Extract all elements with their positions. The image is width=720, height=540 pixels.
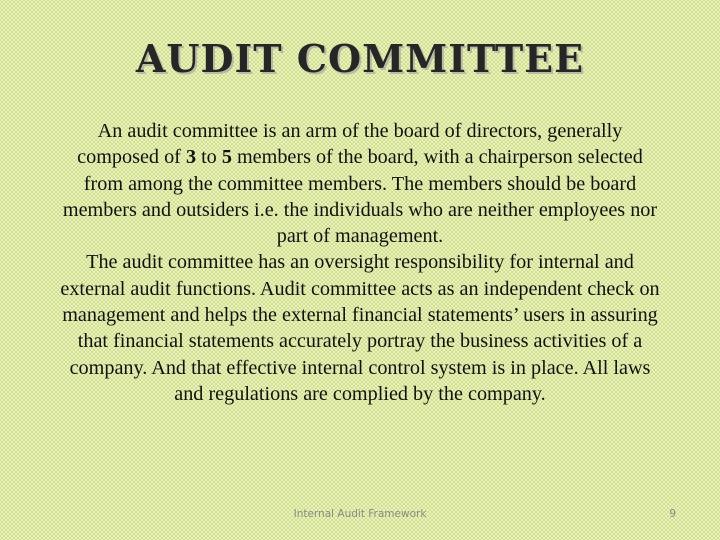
paragraph-definition-text-end: members of the board, with a chairperson selected from among the committee members. The members should be board members and outsiders i.e. the individuals who are neither employees nor part of management.	[62, 146, 658, 248]
footer-title: Internal Audit Framework	[293, 508, 427, 520]
member-count-min: 3	[185, 146, 197, 169]
paragraph-definition-text-to: to	[196, 146, 222, 169]
member-count-max: 5	[221, 146, 232, 169]
slide-title: AUDIT COMMITTEE	[135, 36, 585, 81]
paragraph-responsibility: The audit committee has an oversight responsibility for internal and external audit functions. Audit committee acts as an independent check on management and helps the external financial statements’ users in assuring that financial statements accurately portray the business activities of a company. And that effective internal control system is in place. All laws and regulations are complied by the company.	[60, 251, 660, 405]
slide-body	[60, 118, 660, 407]
page-number: 9	[669, 508, 676, 520]
paragraph-definition-text-start: An audit committee is an arm of the board of directors, generally composed of	[77, 120, 623, 169]
paragraph-definition	[60, 118, 660, 249]
